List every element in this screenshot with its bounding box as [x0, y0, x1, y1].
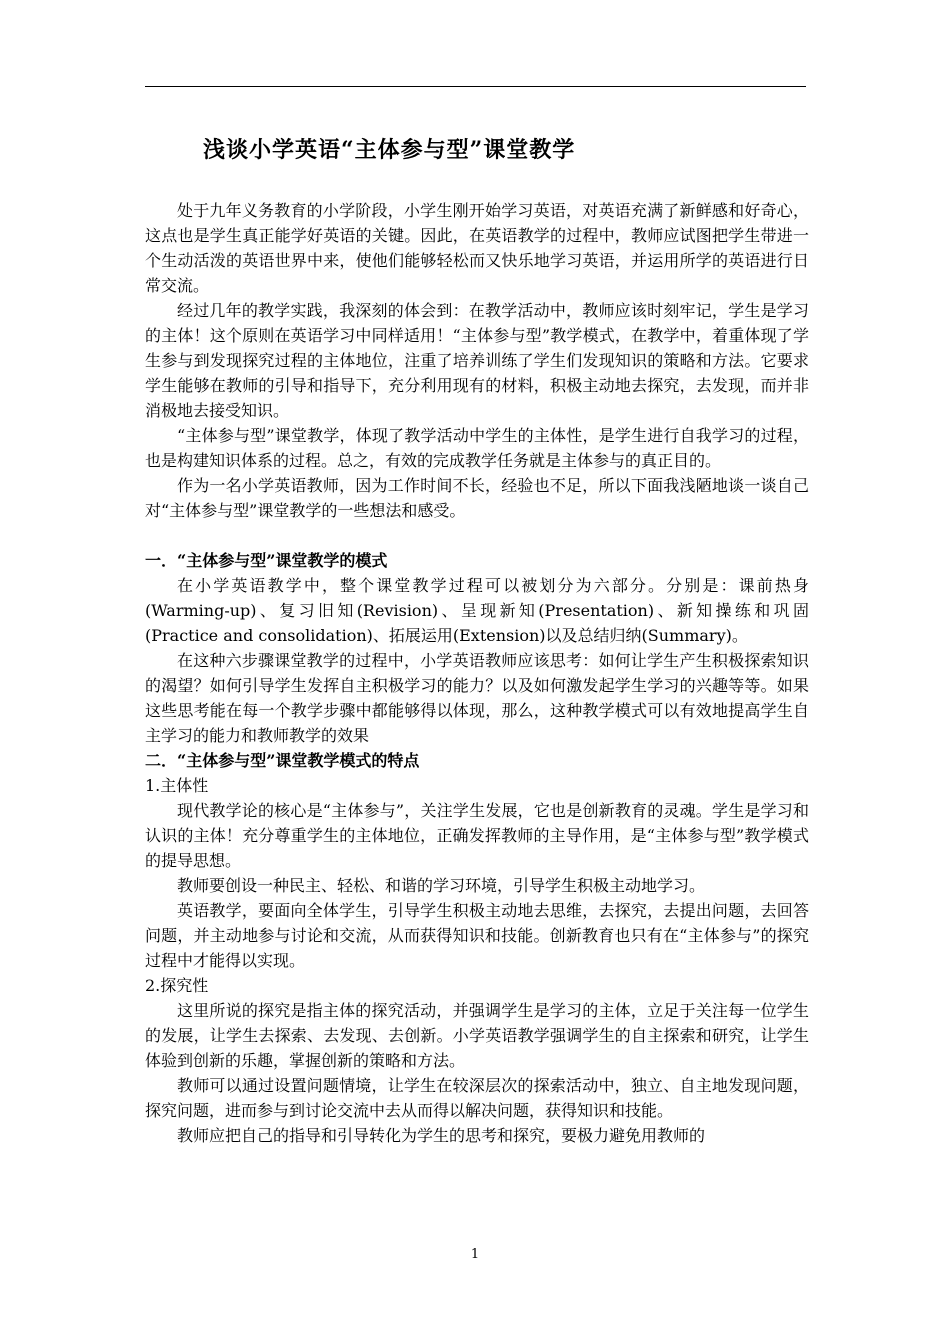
subsection-2-paragraph-2: 教师可以通过设置问题情境，让学生在较深层次的探索活动中，独立、自主地发现问题，探究问题，进而参与到讨论交流中去从而得以解决问题，获得知识和技能。 — [145, 1076, 809, 1120]
subsection-2-paragraph-3: 教师应把自己的指导和引导转化为学生的思考和探究，要极力避免用教师的 — [177, 1126, 706, 1145]
section-1-paragraph-1: 在小学英语教学中，整个课堂教学过程可以被划分为六部分。分别是：课前热身(Warming-up)、复习旧知(Revision)、呈现新知(Presentation)、新知操练和巩固(Practice and consolidation)、拓展运用(Extension)以及总结归纳(Summary)。 — [145, 576, 809, 645]
subsection-2-heading: 2.探究性 — [145, 976, 209, 995]
header-rule — [145, 86, 806, 87]
section-1-paragraph-2: 在这种六步骤课堂教学的过程中，小学英语教师应该思考：如何让学生产生积极探索知识的渴望？如何引导学生发挥自主积极学习的能力？以及如何激发起学生学习的兴趣等等。如果这些思考能在每一个教学步骤中都能够得以体现，那么，这种教学模式可以有效地提高学生自主学习的能力和教师教学的效果 — [145, 651, 809, 745]
intro-paragraph-3: “主体参与型”课堂教学，体现了教学活动中学生的主体性，是学生进行自我学习的过程，也是构建知识体系的过程。总之，有效的完成教学任务就是主体参与的真正目的。 — [145, 426, 809, 470]
section-1-heading: 一．“主体参与型”课堂教学的模式 — [145, 551, 388, 570]
subsection-1-paragraph-2: 教师要创设一种民主、轻松、和谐的学习环境，引导学生积极主动地学习。 — [177, 876, 706, 895]
page-number: 1 — [470, 1247, 480, 1262]
document-body — [145, 198, 809, 1148]
section-2-heading: 二．“主体参与型”课堂教学模式的特点 — [145, 751, 420, 770]
subsection-1-paragraph-1: 现代教学论的核心是“主体参与”，关注学生发展，它也是创新教育的灵魂。学生是学习和认识的主体！充分尊重学生的主体地位，正确发挥教师的主导作用，是“主体参与型”教学模式的提导思想。 — [145, 801, 809, 870]
intro-paragraph-2: 经过几年的教学实践，我深刻的体会到：在教学活动中，教师应该时刻牢记，学生是学习的主体！这个原则在英语学习中同样适用！“主体参与型”教学模式，在教学中，着重体现了学生参与到发现探究过程的主体地位，注重了培养训练了学生们发现知识的策略和方法。它要求学生能够在教师的引导和指导下，充分利用现有的材料，积极主动地去探究，去发现，而并非消极地去接受知识。 — [145, 301, 809, 420]
subsection-1-heading: 1.主体性 — [145, 776, 209, 795]
subsection-2-paragraph-1: 这里所说的探究是指主体的探究活动，并强调学生是学习的主体，立足于关注每一位学生的发展，让学生去探索、去发现、去创新。小学英语教学强调学生的自主探索和研究，让学生体验到创新的乐趣，掌握创新的策略和方法。 — [145, 1001, 809, 1070]
document-title: 浅谈小学英语“主体参与型”课堂教学 — [203, 137, 576, 163]
intro-paragraph-4: 作为一名小学英语教师，因为工作时间不长，经验也不足，所以下面我浅陋地谈一谈自己对“主体参与型”课堂教学的一些想法和感受。 — [145, 476, 809, 520]
subsection-1-paragraph-3: 英语教学，要面向全体学生，引导学生积极主动地去思维，去探究，去提出问题，去回答问题，并主动地参与讨论和交流，从而获得知识和技能。创新教育也只有在“主体参与”的探究过程中才能得以实现。 — [145, 901, 809, 970]
blank-line — [145, 523, 809, 548]
intro-paragraph-1: 处于九年义务教育的小学阶段，小学生刚开始学习英语，对英语充满了新鲜感和好奇心，这点也是学生真正能学好英语的关键。因此，在英语教学的过程中，教师应试图把学生带进一个生动活泼的英语世界中来，使他们能够轻松而又快乐地学习英语，并运用所学的英语进行日常交流。 — [145, 201, 809, 295]
